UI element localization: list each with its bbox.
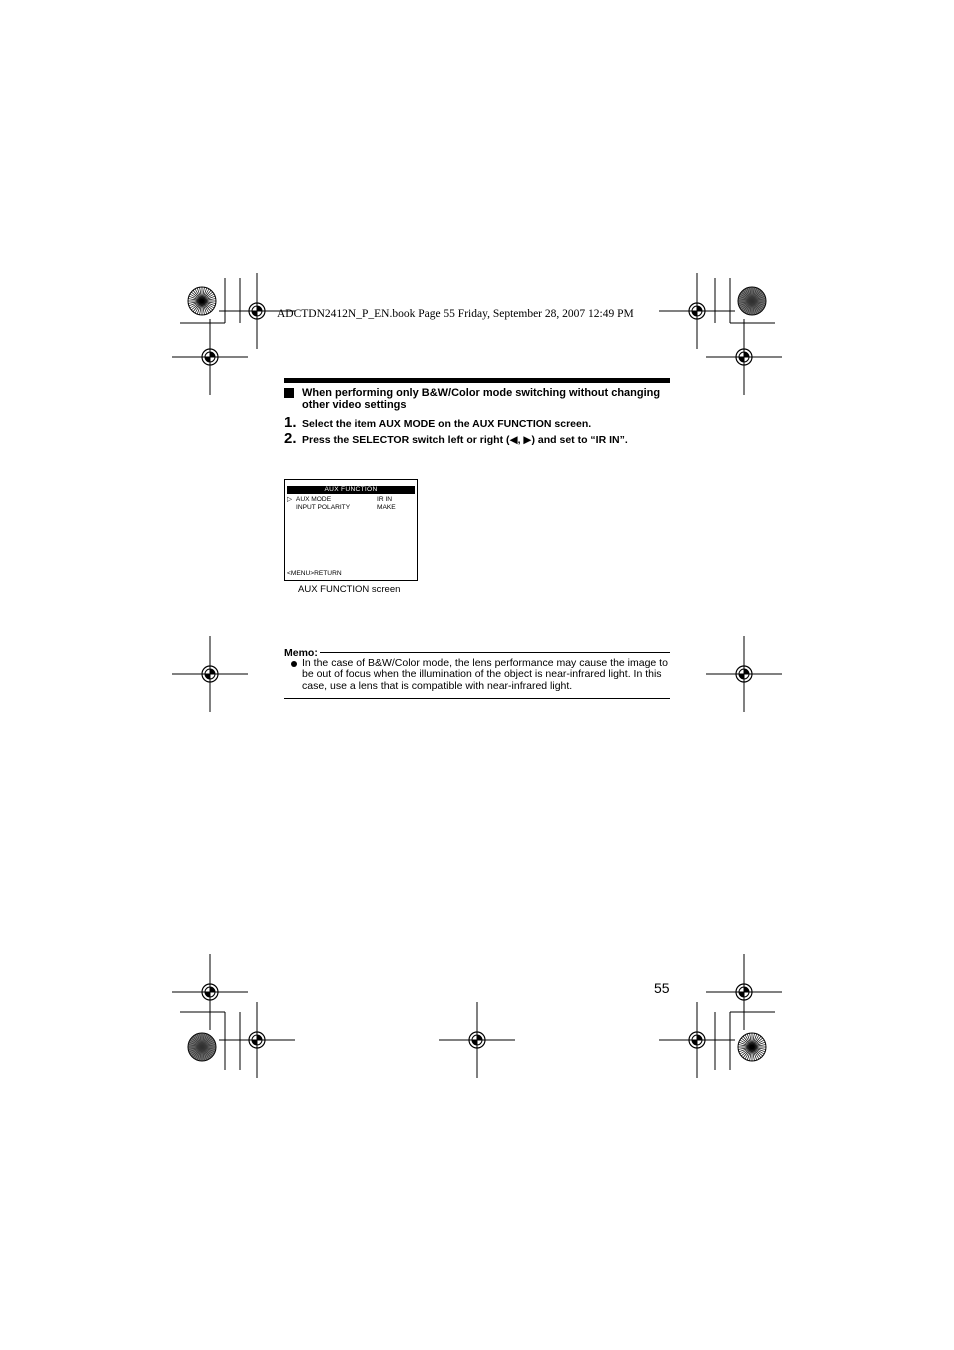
section-heading-text: When performing only B&W/Color mode switching without changing other video settings bbox=[302, 387, 661, 411]
step-1 bbox=[284, 414, 592, 431]
row-label: INPUT POLARITY bbox=[296, 504, 351, 511]
step-number: 1. bbox=[284, 414, 297, 431]
memo-label: Memo: bbox=[284, 647, 318, 659]
screen-footer: <MENU>RETURN bbox=[287, 570, 342, 577]
memo-body bbox=[291, 658, 673, 692]
screen-caption: AUX FUNCTION screen bbox=[298, 584, 401, 595]
row-value: IR IN bbox=[377, 496, 393, 503]
bullet-icon bbox=[291, 661, 297, 667]
step-text: Select the item AUX MODE on the AUX FUNCTION screen. bbox=[302, 418, 592, 430]
step-number: 2. bbox=[284, 430, 297, 447]
memo-bottom-rule bbox=[284, 698, 670, 699]
step-text: Press the SELECTOR switch left or right (◀, ▶) and set to “IR IN”. bbox=[302, 434, 628, 446]
screen-title: AUX FUNCTION bbox=[287, 486, 415, 494]
section-heading bbox=[284, 387, 674, 411]
square-bullet-icon bbox=[284, 388, 294, 398]
memo-rule bbox=[320, 652, 670, 653]
cursor-arrow-icon: ▷ bbox=[287, 496, 293, 503]
section-rule bbox=[284, 378, 670, 383]
row-value: MAKE bbox=[377, 504, 396, 511]
aux-function-screen bbox=[284, 479, 418, 581]
screen-row-aux-mode bbox=[287, 496, 331, 504]
row-label: AUX MODE bbox=[295, 496, 332, 503]
memo-text: In the case of B&W/Color mode, the lens performance may cause the image to be out of focus when the illumination of the object is near-infrared light. In this case, use a lens that is compatible with near-infrared light. bbox=[302, 657, 668, 692]
step-2 bbox=[284, 430, 628, 447]
screen-row-input-polarity bbox=[296, 504, 350, 512]
book-header-line: ADCTDN2412N_P_EN.book Page 55 Friday, September 28, 2007 12:49 PM bbox=[277, 308, 634, 320]
page-number: 55 bbox=[654, 980, 670, 996]
